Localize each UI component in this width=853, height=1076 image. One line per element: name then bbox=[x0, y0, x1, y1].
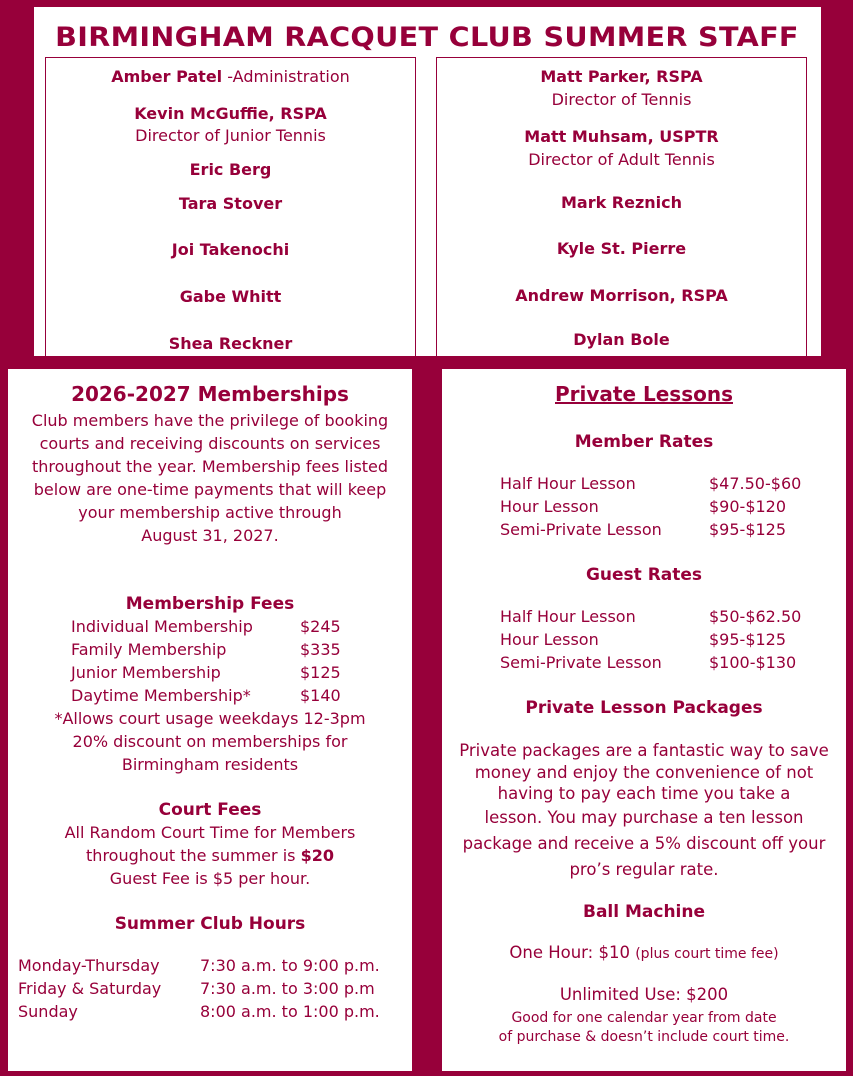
fee-price: $140 bbox=[300, 686, 341, 705]
hours-time: 8:00 a.m. to 1:00 p.m. bbox=[200, 1002, 380, 1021]
page-title: BIRMINGHAM RACQUET CLUB SUMMER STAFF bbox=[55, 22, 799, 53]
staff-dylan: Dylan Bole bbox=[573, 330, 670, 349]
rate-price: $90-$120 bbox=[709, 497, 787, 516]
staff-amber: Amber Patel -Administration bbox=[111, 67, 350, 86]
rate-label: Half Hour Lesson bbox=[500, 607, 636, 626]
memberships-panel bbox=[8, 369, 412, 1071]
staff-right-box bbox=[436, 57, 807, 356]
rate-label: Semi-Private Lesson bbox=[500, 653, 662, 672]
fee-price: $245 bbox=[300, 617, 341, 636]
staff-shea: Shea Reckner bbox=[168, 334, 293, 353]
staff-matt-muhsam-name: Matt Muhsam, USPTR bbox=[524, 127, 719, 146]
staff-matt-parker-name: Matt Parker, RSPA bbox=[540, 67, 703, 86]
member-rates-heading: Member Rates bbox=[574, 432, 714, 452]
staff-matt-parker-role: Director of Tennis bbox=[551, 90, 692, 109]
staff-joi: Joi Takenochi bbox=[171, 240, 290, 259]
fee-label: Daytime Membership* bbox=[71, 686, 251, 705]
hours-days: Sunday bbox=[18, 1002, 78, 1021]
rate-price: $50-$62.50 bbox=[709, 607, 802, 626]
packages-text: Private packages are a fantastic way to save money and enjoy the convenience of not having to pay each time you take a lesson. You may purchase a ten lesson package and receive a 5% discount off your pro’s regular rate. bbox=[459, 741, 829, 879]
ball-machine-heading: Ball Machine bbox=[582, 902, 706, 922]
rate-label: Hour Lesson bbox=[500, 630, 599, 649]
fee-label: Junior Membership bbox=[71, 663, 221, 682]
rate-label: Hour Lesson bbox=[500, 497, 599, 516]
rate-price: $95-$125 bbox=[709, 520, 787, 539]
membership-fees-heading: Membership Fees bbox=[125, 594, 295, 614]
rate-label: Half Hour Lesson bbox=[500, 474, 636, 493]
guest-rates-heading: Guest Rates bbox=[585, 565, 703, 585]
court-fees-heading: Court Fees bbox=[158, 800, 262, 820]
staff-left-box bbox=[45, 57, 416, 356]
staff-tara: Tara Stover bbox=[178, 194, 283, 213]
fee-price: $335 bbox=[300, 640, 341, 659]
court-fees-text: All Random Court Time for Members throughout the summer is $20 Guest Fee is $5 per hour. bbox=[64, 823, 356, 888]
memberships-intro: Club members have the privilege of booking courts and receiving discounts on services throughout the year. Membership fees listed below are one-time payments that will keep your membership active through August 31, 2027. bbox=[31, 411, 389, 545]
lessons-panel bbox=[442, 369, 846, 1071]
rate-price: $100-$130 bbox=[709, 653, 797, 672]
staff-kevin-name: Kevin McGuffie, RSPA bbox=[134, 104, 327, 123]
staff-kevin-role: Director of Junior Tennis bbox=[135, 126, 326, 145]
staff-matt-muhsam-role: Director of Adult Tennis bbox=[528, 150, 715, 169]
staff-kyle: Kyle St. Pierre bbox=[556, 239, 687, 258]
hours-days: Friday & Saturday bbox=[18, 979, 162, 998]
staff-mark: Mark Reznich bbox=[560, 193, 683, 212]
ball-machine-unlimited: Unlimited Use: $200 bbox=[559, 985, 729, 1004]
fee-price: $125 bbox=[300, 663, 341, 682]
rate-price: $47.50-$60 bbox=[709, 474, 802, 493]
lessons-heading: Private Lessons bbox=[555, 382, 733, 406]
ball-machine-hour: One Hour: $10 (plus court time fee) bbox=[509, 943, 779, 962]
rate-price: $95-$125 bbox=[709, 630, 787, 649]
fee-label: Family Membership bbox=[71, 640, 227, 659]
rate-label: Semi-Private Lesson bbox=[500, 520, 662, 539]
staff-eric: Eric Berg bbox=[189, 160, 272, 179]
ball-machine-note: Good for one calendar year from date of purchase & doesn’t include court time. bbox=[498, 1010, 790, 1045]
hours-time: 7:30 a.m. to 9:00 p.m. bbox=[200, 956, 380, 975]
staff-andrew: Andrew Morrison, RSPA bbox=[515, 286, 728, 305]
membership-notes: *Allows court usage weekdays 12-3pm 20% discount on memberships for Birmingham residents bbox=[54, 709, 366, 774]
summer-hours-heading: Summer Club Hours bbox=[114, 914, 306, 934]
hours-time: 7:30 a.m. to 3:00 p.m bbox=[200, 979, 375, 998]
memberships-heading: 2026-2027 Memberships bbox=[71, 382, 349, 406]
fee-label: Individual Membership bbox=[71, 617, 253, 636]
staff-gabe: Gabe Whitt bbox=[179, 287, 282, 306]
packages-heading: Private Lesson Packages bbox=[525, 698, 763, 718]
hours-days: Monday-Thursday bbox=[18, 956, 160, 975]
